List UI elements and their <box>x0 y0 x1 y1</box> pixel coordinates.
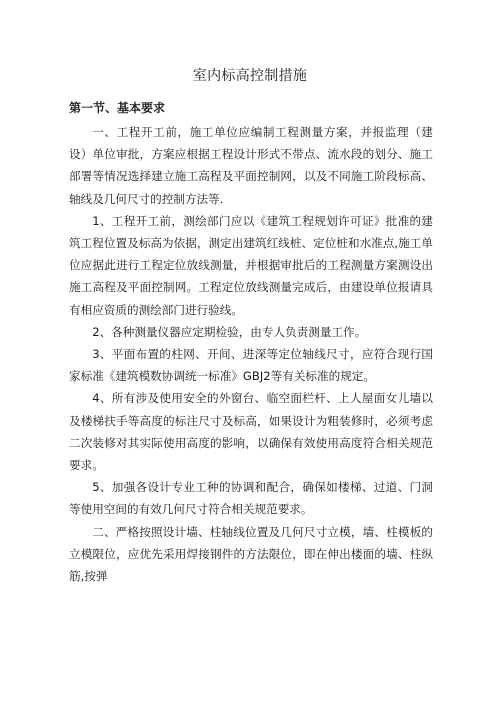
paragraph-6: 5、加强各设计专业工种的协调和配合，确保如楼梯、过道、门洞等使用空间的有效几何尺寸符合相关规范要求。 <box>69 480 433 517</box>
section-heading: 第一节、基本要求 <box>69 101 166 115</box>
paragraph-3: 2、各种测量仪器应定期检验，由专人负责测量工作。 <box>92 324 367 339</box>
paragraph-1: 一、工程开工前，施工单位应编制工程测量方案，并报监理（建设）单位审批，方案应根据工程设计形式不带点、流水段的划分、施工部署等情况选择建立施工高程及平面控制网，以及不同施工阶段标高、轴线及几何尺寸的控制方法等. <box>69 125 433 206</box>
paragraph-5: 4、所有涉及使用安全的外窗台、临空面栏杆、上人屋面女儿墙以及楼梯扶手等高度的标注尺寸及标高，如果设计为粗装修时，必须考虑二次装修对其实际使用高度的影响，以确保有效使用高度符合相关规范要求。 <box>69 391 433 473</box>
paragraph-7: 二、严格按照设计墙、柱轴线位置及几何尺寸立模，墙、柱模板的立模限位，应优先采用焊接钢件的方法限位，即在伸出楼面的墙、柱纵筋,按弹 <box>69 524 433 584</box>
page-title: 室内标高控制措施 <box>192 68 308 84</box>
paragraph-4: 3、平面布置的柱网、开间、进深等定位轴线尺寸，应符合现行国家标准《建筑模数协调统一标准》GBJ2等有关标准的规定。 <box>69 347 433 384</box>
paragraph-2: 1、工程开工前，测绘部门应以《建筑工程规划许可证》批准的建筑工程位置及标高为依据，测定出建筑红线桩、定位桩和水准点,施工单位应据此进行工程定位放线测量，并根据审批后的工程测量方案测设出施工高程及平面控制网。工程定位放线测量完成后，由建设单位报请具有相应资质的测绘部门进行验线。 <box>69 213 433 317</box>
document-body <box>69 121 433 587</box>
